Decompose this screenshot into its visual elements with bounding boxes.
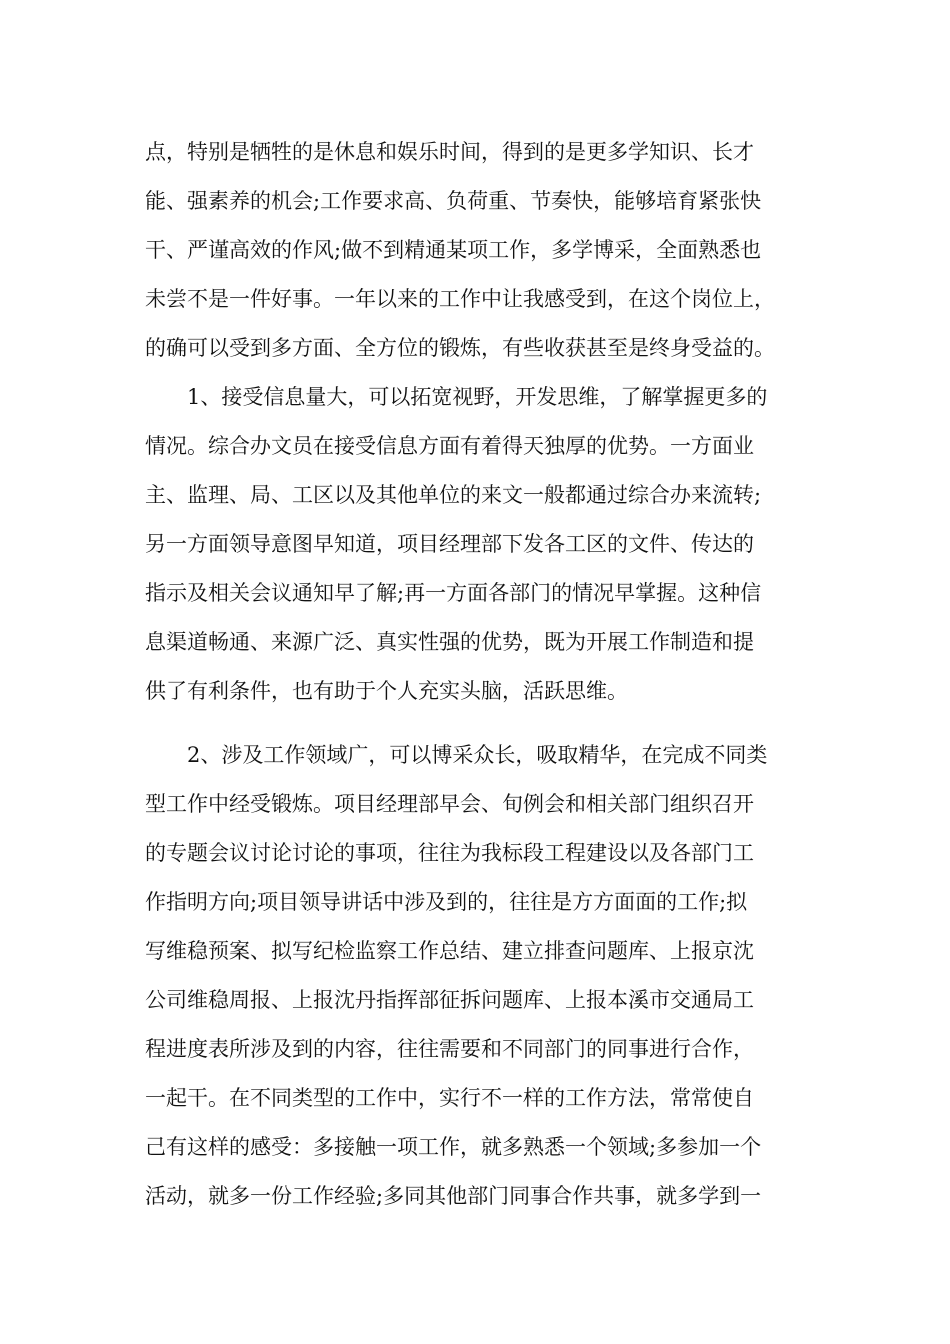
text-line: 点，特别是牺牲的是休息和娱乐时间，得到的是更多学知识、长才 [145, 140, 754, 164]
text-line: 写维稳预案、拟写纪检监察工作总结、建立排查问题库、上报京沈 [145, 939, 754, 963]
document-body [145, 128, 820, 1221]
text-line: 未尝不是一件好事。一年以来的工作中让我感受到，在这个岗位上， [145, 287, 775, 311]
text-line: 的确可以受到多方面、全方位的锻炼，有些收获甚至是终身受益的。 [145, 336, 775, 360]
text-line: 型工作中经受锻炼。项目经理部早会、旬例会和相关部门组织召开 [145, 792, 754, 816]
text-line: 公司维稳周报、上报沈丹指挥部征拆问题库、上报本溪市交通局工 [145, 988, 754, 1012]
text-line: 供了有利条件，也有助于个人充实头脑，活跃思维。 [145, 679, 628, 703]
text-line: 2、涉及工作领域广，可以博采众长，吸取精华，在完成不同类 [187, 743, 768, 767]
text-line: 另一方面领导意图早知道，项目经理部下发各工区的文件、传达的 [145, 532, 754, 556]
text-line: 一起干。在不同类型的工作中，实行不一样的工作方法，常常使自 [145, 1086, 754, 1110]
text-line: 能、强素养的机会;工作要求高、负荷重、节奏快，能够培育紧张快 [145, 189, 762, 213]
paragraph-continuation [145, 128, 820, 373]
text-line: 己有这样的感受：多接触一项工作，就多熟悉一个领域;多参加一个 [145, 1135, 762, 1159]
text-line: 程进度表所涉及到的内容，往往需要和不同部门的同事进行合作， [145, 1037, 754, 1061]
text-line: 作指明方向;项目领导讲话中涉及到的，往往是方方面面的工作;拟 [145, 890, 748, 914]
text-line: 指示及相关会议通知早了解;再一方面各部门的情况早掌握。这种信 [145, 581, 762, 605]
text-line: 的专题会议讨论讨论的事项，往往为我标段工程建设以及各部门工 [145, 841, 754, 865]
text-line: 活动，就多一份工作经验;多同其他部门同事合作共事，就多学到一 [145, 1184, 762, 1208]
text-line: 息渠道畅通、来源广泛、真实性强的优势，既为开展工作制造和提 [145, 630, 754, 654]
text-line: 主、监理、局、工区以及其他单位的来文一般都通过综合办来流转; [145, 483, 762, 507]
text-line: 1、接受信息量大，可以拓宽视野，开发思维，了解掌握更多的 [187, 385, 768, 409]
text-line: 干、严谨高效的作风;做不到精通某项工作，多学博采，全面熟悉也 [145, 238, 762, 262]
paragraph-item-1 [145, 373, 820, 716]
text-line: 情况。综合办文员在接受信息方面有着得天独厚的优势。一方面业 [145, 434, 754, 458]
paragraph-item-2 [145, 731, 820, 1221]
